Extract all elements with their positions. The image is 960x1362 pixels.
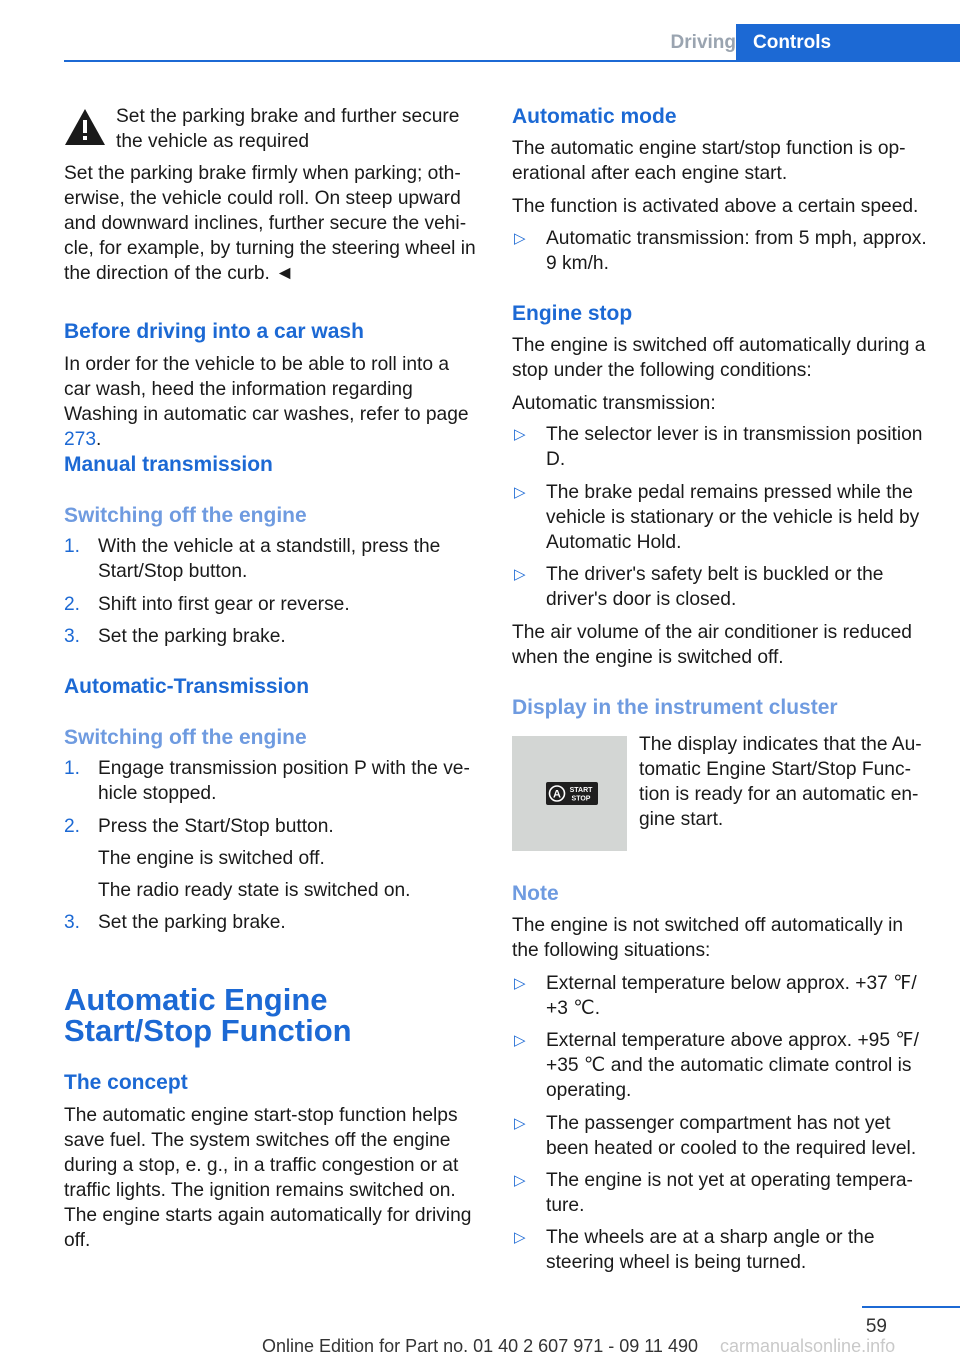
list-item: ▷ External temperature below approx. +37 ℉/ +3 ℃. <box>514 973 917 1019</box>
auto-start-stop-indicator-icon <box>546 782 598 805</box>
step-note: The radio ready state is switched on. <box>98 880 411 901</box>
warning-body: Set the parking brake firmly when parking; otherwise, the vehicle could roll. On steep upward and downward inclines, further secure the vehicle, for example, by turning the steering wheel in the direction of the curb. ◄ <box>64 163 476 284</box>
engine-stop-heading: Engine stop <box>512 302 633 325</box>
list-item: ▷ The selector lever is in transmission position D. <box>514 424 923 470</box>
footer-rule <box>862 1306 960 1308</box>
manual-switch-off-heading: Switching off the engine <box>64 504 307 527</box>
list-item: ▷ The brake pedal remains pressed while the vehicle is stationary or the vehicle is held by Automatic Hold. <box>514 482 920 553</box>
warning-triangle-icon <box>64 108 106 146</box>
car-wash-text: In order for the vehicle to be able to roll into a car wash, heed the information regarding Washing in automatic car washes, refer to page 273. <box>64 354 469 450</box>
bullet-triangle-icon: ▷ <box>514 566 526 583</box>
list-item: 3. Set the parking brake. <box>64 912 286 933</box>
automatic-switch-off-heading: Switching off the engine <box>64 726 307 749</box>
main-heading: Automatic Engine Start/Stop Function <box>64 982 352 1048</box>
manual-transmission-heading: Manual transmission <box>64 453 273 476</box>
step-note: The engine is switched off. <box>98 848 325 869</box>
note-text: The engine is not switched off automatically in the following situations: <box>512 915 904 961</box>
note-heading: Note <box>512 882 559 905</box>
list-item: ▷ The wheels are at a sharp angle or the steering wheel is being turned. <box>514 1227 875 1273</box>
automatic-mode-heading: Automatic mode <box>512 105 677 128</box>
bullet-triangle-icon: ▷ <box>514 1115 526 1132</box>
engine-stop-after: The air volume of the air conditioner is reduced when the engine is switched off. <box>512 622 912 668</box>
list-item: ▷ The driver's safety belt is buckled or the driver's door is closed. <box>514 564 884 610</box>
bullet-triangle-icon: ▷ <box>514 1229 526 1246</box>
warning-title: Set the parking brake and further secure the vehicle as required <box>116 106 460 152</box>
automatic-mode-text-2: The function is activated above a certain speed. <box>512 196 919 217</box>
bullet-triangle-icon: ▷ <box>514 1032 526 1049</box>
list-item: 2. Press the Start/Stop button. <box>64 816 334 837</box>
list-item: ▷ The passenger compartment has not yet been heated or cooled to the required level. <box>514 1113 917 1159</box>
car-wash-heading: Before driving into a car wash <box>64 320 364 343</box>
indicator-letter: A <box>553 788 561 801</box>
concept-text: The automatic engine start-stop function helps save fuel. The system switches off the engine during a stop, e. g., in a traffic congestion or at traffic lights. The ignition remains switched on. The engine starts again automatically for driving off. <box>64 1105 472 1251</box>
bullet-triangle-icon: ▷ <box>514 975 526 992</box>
list-item: 1. Engage transmission position P with the vehicle stopped. <box>64 758 470 804</box>
automatic-mode-text: The automatic engine start/stop function is operational after each engine start. <box>512 138 906 184</box>
display-heading: Display in the instrument cluster <box>512 696 838 719</box>
list-item: ▷ Automatic transmission: from 5 mph, approx. 9 km/h. <box>514 228 927 274</box>
bullet-triangle-icon: ▷ <box>514 484 526 501</box>
display-text: The display indicates that the Automatic Engine Start/Stop Function is ready for an automatic engine start. <box>639 734 922 830</box>
list-item: ▷ The engine is not yet at operating temperature. <box>514 1170 913 1216</box>
list-item: 3. Set the parking brake. <box>64 626 286 647</box>
page-number: 59 <box>865 1316 887 1337</box>
page-reference-link[interactable]: 273 <box>64 429 97 450</box>
bullet-triangle-icon: ▷ <box>514 230 526 247</box>
header-section: Driving <box>670 32 736 53</box>
engine-stop-subtitle: Automatic transmission: <box>512 393 716 414</box>
bullet-triangle-icon: ▷ <box>514 426 526 443</box>
indicator-start: START <box>569 787 593 794</box>
concept-heading: The concept <box>64 1071 188 1094</box>
indicator-stop: STOP <box>571 795 591 803</box>
bullet-triangle-icon: ▷ <box>514 1172 526 1189</box>
engine-stop-text: The engine is switched off automatically during a stop under the following conditions: <box>512 335 926 381</box>
list-item: 1. With the vehicle at a standstill, press the Start/Stop button. <box>64 536 441 582</box>
watermark: carmanualsonline.info <box>720 1336 896 1356</box>
list-item: ▷ External temperature above approx. +95 ℉/ +35 ℃ and the automatic climate control is operating. <box>514 1030 919 1101</box>
list-item: 2. Shift into first gear or reverse. <box>64 594 350 615</box>
footer-edition: Online Edition for Part no. 01 40 2 607 971 - 09 11 490 <box>262 1336 698 1356</box>
instrument-cluster-image <box>512 736 627 851</box>
automatic-transmission-heading: Automatic-Transmission <box>64 675 310 698</box>
header-tab-controls: Controls <box>736 24 960 62</box>
